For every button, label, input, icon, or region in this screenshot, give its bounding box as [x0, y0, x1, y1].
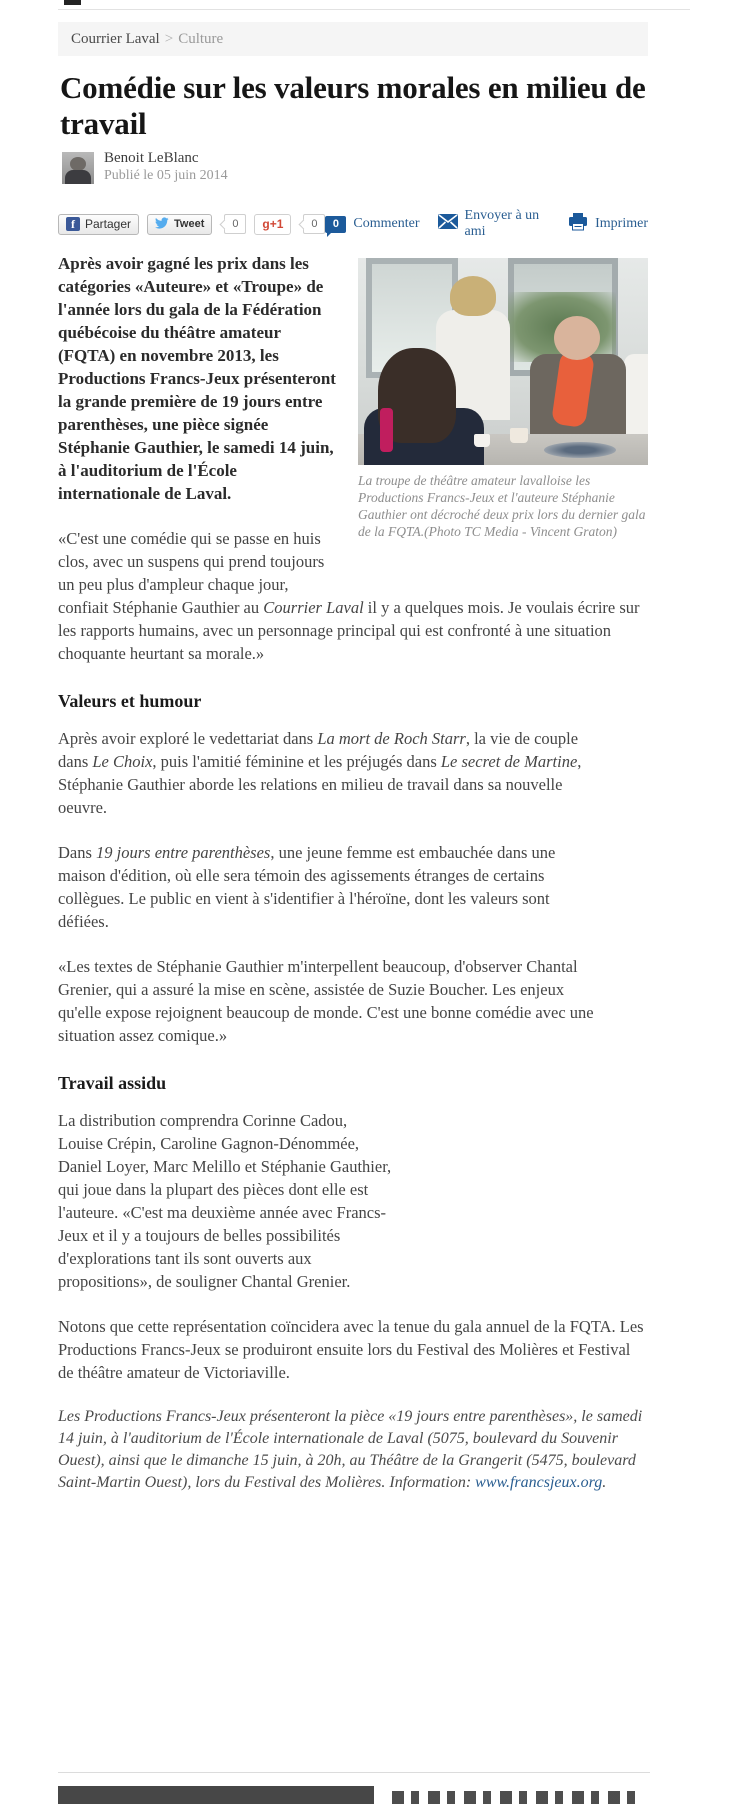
facebook-icon: f — [66, 217, 80, 231]
breadcrumb-section-link[interactable]: Culture — [178, 31, 224, 47]
tweet-count-badge: 0 — [224, 214, 246, 234]
photo-detail — [474, 434, 490, 447]
gplus-icon: g+1 — [262, 217, 284, 231]
author-name: Benoit LeBlanc — [104, 150, 199, 166]
comment-label: Commenter — [353, 216, 420, 231]
article-tools-group — [325, 208, 648, 240]
author-block — [62, 150, 462, 186]
article-paragraph: «Les textes de Stéphanie Gauthier m'interpellent beaucoup, d'observer Chantal Grenier, qui a assuré la mise en scène, assistée de Suzie Boucher. Les enjeux qu'elle expose rejoignent beaucoup de monde. C'est une bonne comédie avec une situation assez comique.» — [58, 957, 594, 1045]
section-heading-travail: Travail assidu — [58, 1073, 167, 1093]
share-toolbar — [58, 208, 648, 239]
article-paragraph: La distribution comprendra Corinne Cadou, Louise Crépin, Caroline Gagnon-Dénommée, Daniel Loyer, Marc Melillo et Stéphanie Gauthier, qui joue dans la plupart des pièces dont elle est l'auteure. «C'est ma deuxième année avec Francs-Jeux et il y a toujours de belles possibilités d'explorations tant ils sont ouverts aux propositions», de souligner Chantal Grenier. — [58, 1111, 392, 1291]
photo-caption: La troupe de théâtre amateur lavalloise les Productions Francs-Jeux et l'auteure Stéphanie Gauthier ont décroché deux prix lors du dernier gala de la FQTA.(Photo TC Media - Vincent Graton) — [358, 473, 646, 539]
article-figure — [358, 258, 648, 540]
gplus-count-badge: 0 — [303, 214, 325, 234]
photo-detail — [510, 428, 528, 443]
lead-paragraph: Après avoir gagné les prix dans les catégories «Auteure» et «Troupe» de l'année lors du gala de la Fédération québécoise du théâtre amateur (FQTA) en novembre 2013, les Productions Francs-Jeux présenteront la grande première de 19 jours entre parenthèses, une pièce signée Stéphanie Gauthier, le samedi 14 juin, à l'auditorium de l'École internationale de Laval. — [58, 254, 336, 503]
article-paragraph: Après avoir exploré le vedettariat dans La mort de Roch Starr, la vie de couple dans Le Choix, puis l'amitié féminine et les préjugés dans Le secret de Martine, Stéphanie Gauthier aborde les relations en milieu de travail dans sa nouvelle oeuvre. — [58, 729, 582, 817]
article-paragraph: «C'est une comédie qui se passe en huis clos, avec un suspens qui prend toujours un peu plus d'ampleur chaque jour, confiait Stéphanie Gauthier au Courrier Laval il y a quelques mois. Je voulais écrire sur les rapports humains, avec un personnage principal qui est confronté à une situation choquante heurtant sa morale.» — [58, 529, 640, 663]
photo-detail — [554, 316, 600, 360]
photo-detail — [380, 408, 393, 452]
twitter-bird-icon — [155, 217, 169, 232]
email-label: Envoyer à un ami — [464, 208, 540, 239]
facebook-share-button[interactable] — [58, 214, 139, 235]
tweet-label: Tweet — [174, 218, 205, 230]
print-label: Imprimer — [595, 216, 648, 231]
envelope-icon — [438, 214, 458, 234]
photo-detail — [624, 354, 648, 434]
facebook-share-label: Partager — [85, 217, 132, 231]
publish-date: Publié le 05 juin 2014 — [104, 168, 228, 183]
tweet-button[interactable] — [147, 214, 212, 235]
cutoff-dark-box — [58, 1786, 374, 1804]
breadcrumb-separator: > — [164, 31, 174, 47]
inline-link[interactable]: www.francsjeux.org — [475, 1474, 603, 1491]
avatar-detail — [70, 157, 86, 171]
avatar-detail — [65, 170, 91, 184]
comment-bubble-icon: 0 — [325, 216, 346, 233]
cutoff-text-fragment — [392, 1791, 642, 1804]
bottom-divider — [58, 1772, 650, 1773]
article-paragraph: Notons que cette représentation coïncidera avec la tenue du gala annuel de la FQTA. Les Productions Francs-Jeux se produiront ensuite lors du Festival des Molières et Festival de théâtre amateur de Victoriaville. — [58, 1317, 644, 1382]
gplus-button[interactable] — [254, 214, 291, 235]
breadcrumb-site-link[interactable]: Courrier Laval — [71, 31, 160, 47]
top-cutoff-fragment — [64, 0, 81, 5]
comment-tool[interactable] — [325, 216, 419, 233]
photo-detail — [450, 276, 496, 316]
email-tool[interactable] — [438, 208, 551, 240]
article-final-paragraph: Les Productions Francs-Jeux présenteront la pièce «19 jours entre parenthèses», le samedi 14 juin, à l'auditorium de l'École internationale de Laval (5075, boulevard du Souvenir Ouest), ainsi que le dimanche 15 juin, à 20h, au Théâtre de la Grangerit (5475, boulevard Saint-Martin Ouest), lors du Festival des Molières. Information: www.francsjeux.org. — [58, 1408, 643, 1491]
article-body-column — [58, 208, 648, 1494]
breadcrumb — [58, 22, 648, 56]
print-tool[interactable] — [568, 213, 648, 236]
article-photo — [358, 258, 648, 465]
section-heading-valeurs: Valeurs et humour — [58, 691, 202, 711]
page-title: Comédie sur les valeurs morales en milieu de travail — [60, 70, 646, 141]
author-avatar — [62, 152, 94, 184]
printer-icon — [568, 213, 588, 236]
social-share-group — [58, 214, 325, 235]
top-divider — [58, 9, 690, 10]
article-paragraph: Dans 19 jours entre parenthèses, une jeune femme est embauchée dans une maison d'édition, où elle sera témoin des agissements étranges de certains collègues. Le public en vient à s'identifier à l'héroïne, dont les valeurs sont défiées. — [58, 843, 556, 931]
photo-detail — [544, 442, 616, 458]
